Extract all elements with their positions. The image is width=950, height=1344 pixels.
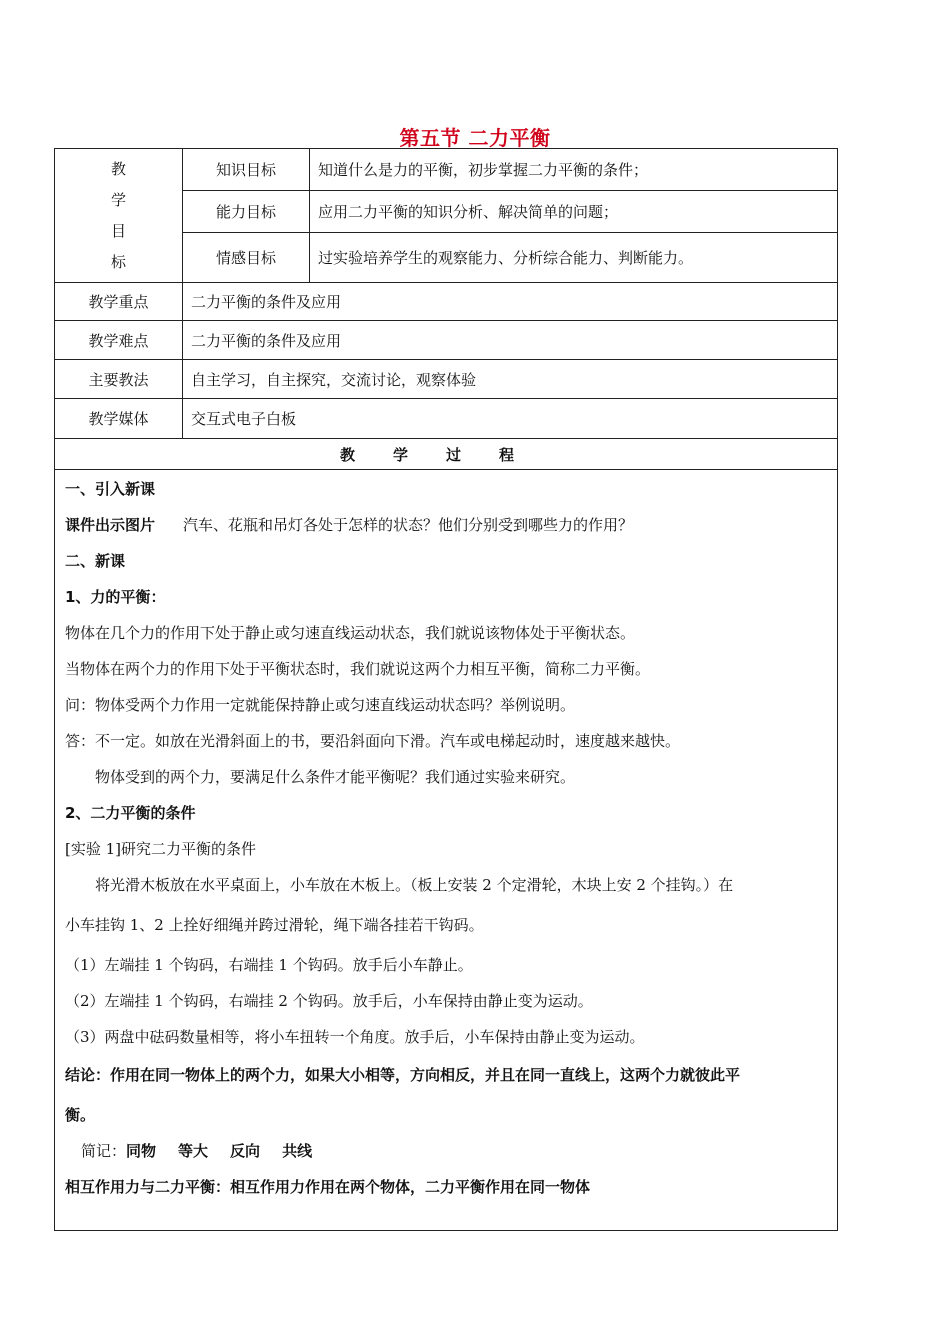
- objectives-label-char: 标: [110, 252, 126, 271]
- info-value: 交互式电子白板: [183, 399, 838, 439]
- memo-item: 等大: [178, 1142, 209, 1160]
- comparison-note: 相互作用力与二力平衡：相互作用力作用在两个物体，二力平衡作用在同一物体: [65, 1178, 591, 1196]
- intro-label: 课件出示图片: [65, 516, 156, 534]
- lesson-plan-table: [54, 148, 838, 1231]
- objective-name: 情感目标: [183, 233, 310, 283]
- experiment-title: [实验 1]研究二力平衡的条件: [65, 840, 257, 858]
- section-heading: 一、引入新课: [65, 480, 156, 498]
- conclusion: 衡。: [65, 1106, 96, 1124]
- paragraph: 小车挂钩 1、2 上拴好细绳并跨过滑轮，绳下端各挂若干钩码。: [65, 916, 484, 934]
- subsection-heading: 2、二力平衡的条件: [65, 804, 196, 822]
- info-label: 教学难点: [55, 321, 183, 360]
- info-value: 二力平衡的条件及应用: [183, 321, 838, 360]
- experiment-step: （3）两盘中砝码数量相等，将小车扭转一个角度。放手后，小车保持由静止变为运动。: [65, 1028, 645, 1046]
- info-label: 教学媒体: [55, 399, 183, 439]
- experiment-step: （2）左端挂 1 个钩码，右端挂 2 个钩码。放手后，小车保持由静止变为运动。: [65, 992, 593, 1010]
- info-value: 自主学习，自主探究，交流讨论，观察体验: [183, 360, 838, 399]
- objectives-label-char: 学: [110, 190, 126, 209]
- section-heading: 二、新课: [65, 552, 126, 570]
- conclusion: 结论：作用在同一物体上的两个力，如果大小相等，方向相反，并且在同一直线上，这两个力就彼此平: [65, 1066, 741, 1084]
- objective-text: 过实验培养学生的观察能力、分析综合能力、判断能力。: [310, 233, 838, 283]
- info-label: 教学重点: [55, 283, 183, 321]
- objective-text: 知道什么是力的平衡，初步掌握二力平衡的条件；: [310, 149, 838, 191]
- objectives-label-char: 教: [110, 159, 126, 178]
- info-value: 二力平衡的条件及应用: [183, 283, 838, 321]
- process-content: [55, 470, 838, 1231]
- paragraph: 物体受到的两个力，要满足什么条件才能平衡呢？我们通过实验来研究。: [95, 768, 576, 786]
- memo-line: [65, 1140, 829, 1161]
- memo-item: 共线: [282, 1142, 313, 1160]
- page-title: 第五节 二力平衡: [399, 126, 551, 150]
- objective-name: 能力目标: [183, 191, 310, 233]
- objectives-label-char: 目: [110, 221, 126, 240]
- subsection-heading: 1、力的平衡：: [65, 588, 166, 606]
- intro-line: [65, 514, 829, 535]
- paragraph: 物体在几个力的作用下处于静止或匀速直线运动状态，我们就说该物体处于平衡状态。: [65, 624, 636, 642]
- question: 问：物体受两个力作用一定就能保持静止或匀速直线运动状态吗？举例说明。: [65, 696, 576, 714]
- memo-item: 反向: [230, 1142, 261, 1160]
- paragraph: 当物体在两个力的作用下处于平衡状态时，我们就说这两个力相互平衡，简称二力平衡。: [65, 660, 651, 678]
- objective-text: 应用二力平衡的知识分析、解决简单的问题；: [310, 191, 838, 233]
- memo-item: 同物: [126, 1142, 157, 1160]
- memo-label: 简记：: [81, 1142, 127, 1160]
- objective-name: 知识目标: [183, 149, 310, 191]
- answer: 答：不一定。如放在光滑斜面上的书，要沿斜面向下滑。汽车或电梯起动时，速度越来越快。: [65, 732, 681, 750]
- experiment-step: （1）左端挂 1 个钩码，右端挂 1 个钩码。放手后小车静止。: [65, 956, 473, 974]
- objectives-label: [55, 149, 183, 283]
- info-label: 主要教法: [55, 360, 183, 399]
- intro-text: 汽车、花瓶和吊灯各处于怎样的状态？他们分别受到哪些力的作用？: [183, 516, 634, 534]
- process-heading: 教学过程: [55, 439, 838, 470]
- paragraph: 将光滑木板放在水平桌面上，小车放在木板上。（板上安装 2 个定滑轮，木块上安 2 个挂钩。）在: [95, 876, 734, 894]
